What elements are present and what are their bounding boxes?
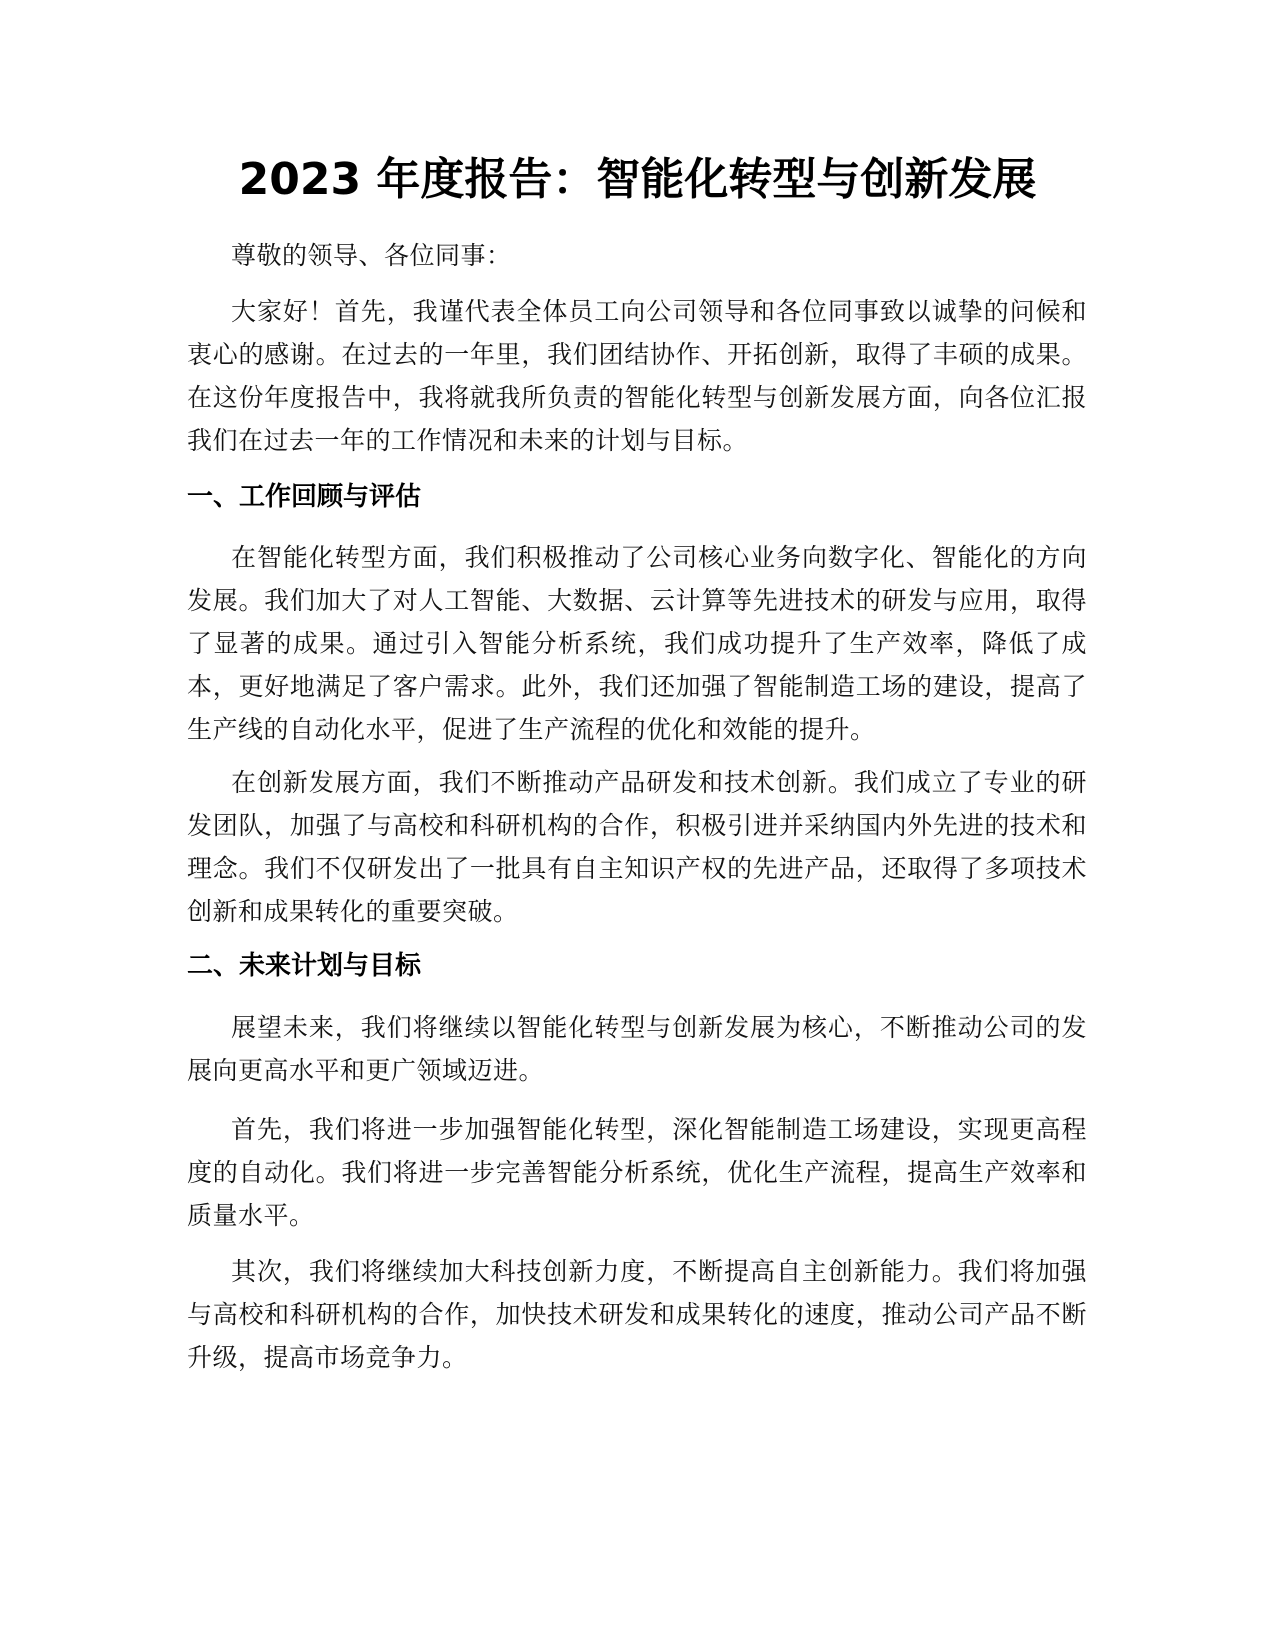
review-paragraph-1: 在智能化转型方面，我们积极推动了公司核心业务向数字化、智能化的方向发展。我们加大了对人工智能、大数据、云计算等先进技术的研发与应用，取得了显著的成果。通过引入智能分析系统，我们成功提升了生产效率，降低了成本，更好地满足了客户需求。此外，我们还加强了智能制造工场的建设，提高了生产线的自动化水平，促进了生产流程的优化和效能的提升。 xyxy=(187,543,1087,744)
plans-paragraph-3: 其次，我们将继续加大科技创新力度，不断提高自主创新能力。我们将加强与高校和科研机构的合作，加快技术研发和成果转化的速度，推动公司产品不断升级，提高市场竞争力。 xyxy=(187,1257,1087,1372)
plans-paragraph-2: 首先，我们将进一步加强智能化转型，深化智能制造工场建设，实现更高程度的自动化。我们将进一步完善智能分析系统，优化生产流程，提高生产效率和质量水平。 xyxy=(187,1115,1087,1230)
intro-paragraph: 大家好！首先，我谨代表全体员工向公司领导和各位同事致以诚挚的问候和衷心的感谢。在过去的一年里，我们团结协作、开拓创新，取得了丰硕的成果。在这份年度报告中，我将就我所负责的智能化转型与创新发展方面，向各位汇报我们在过去一年的工作情况和未来的计划与目标。 xyxy=(187,297,1087,455)
review-paragraph-2: 在创新发展方面，我们不断推动产品研发和技术创新。我们成立了专业的研发团队，加强了与高校和科研机构的合作，积极引进并采纳国内外先进的技术和理念。我们不仅研发出了一批具有自主知识产权的先进产品，还取得了多项技术创新和成果转化的重要突破。 xyxy=(187,768,1087,926)
section-heading-review: 一、工作回顾与评估 xyxy=(187,482,422,512)
plans-paragraph-1: 展望未来，我们将继续以智能化转型与创新发展为核心，不断推动公司的发展向更高水平和更广领域迈进。 xyxy=(187,1013,1087,1085)
salutation: 尊敬的领导、各位同事： xyxy=(231,241,512,270)
section-heading-plans: 二、未来计划与目标 xyxy=(187,951,422,981)
document-title: 2023 年度报告：智能化转型与创新发展 xyxy=(238,154,1037,205)
